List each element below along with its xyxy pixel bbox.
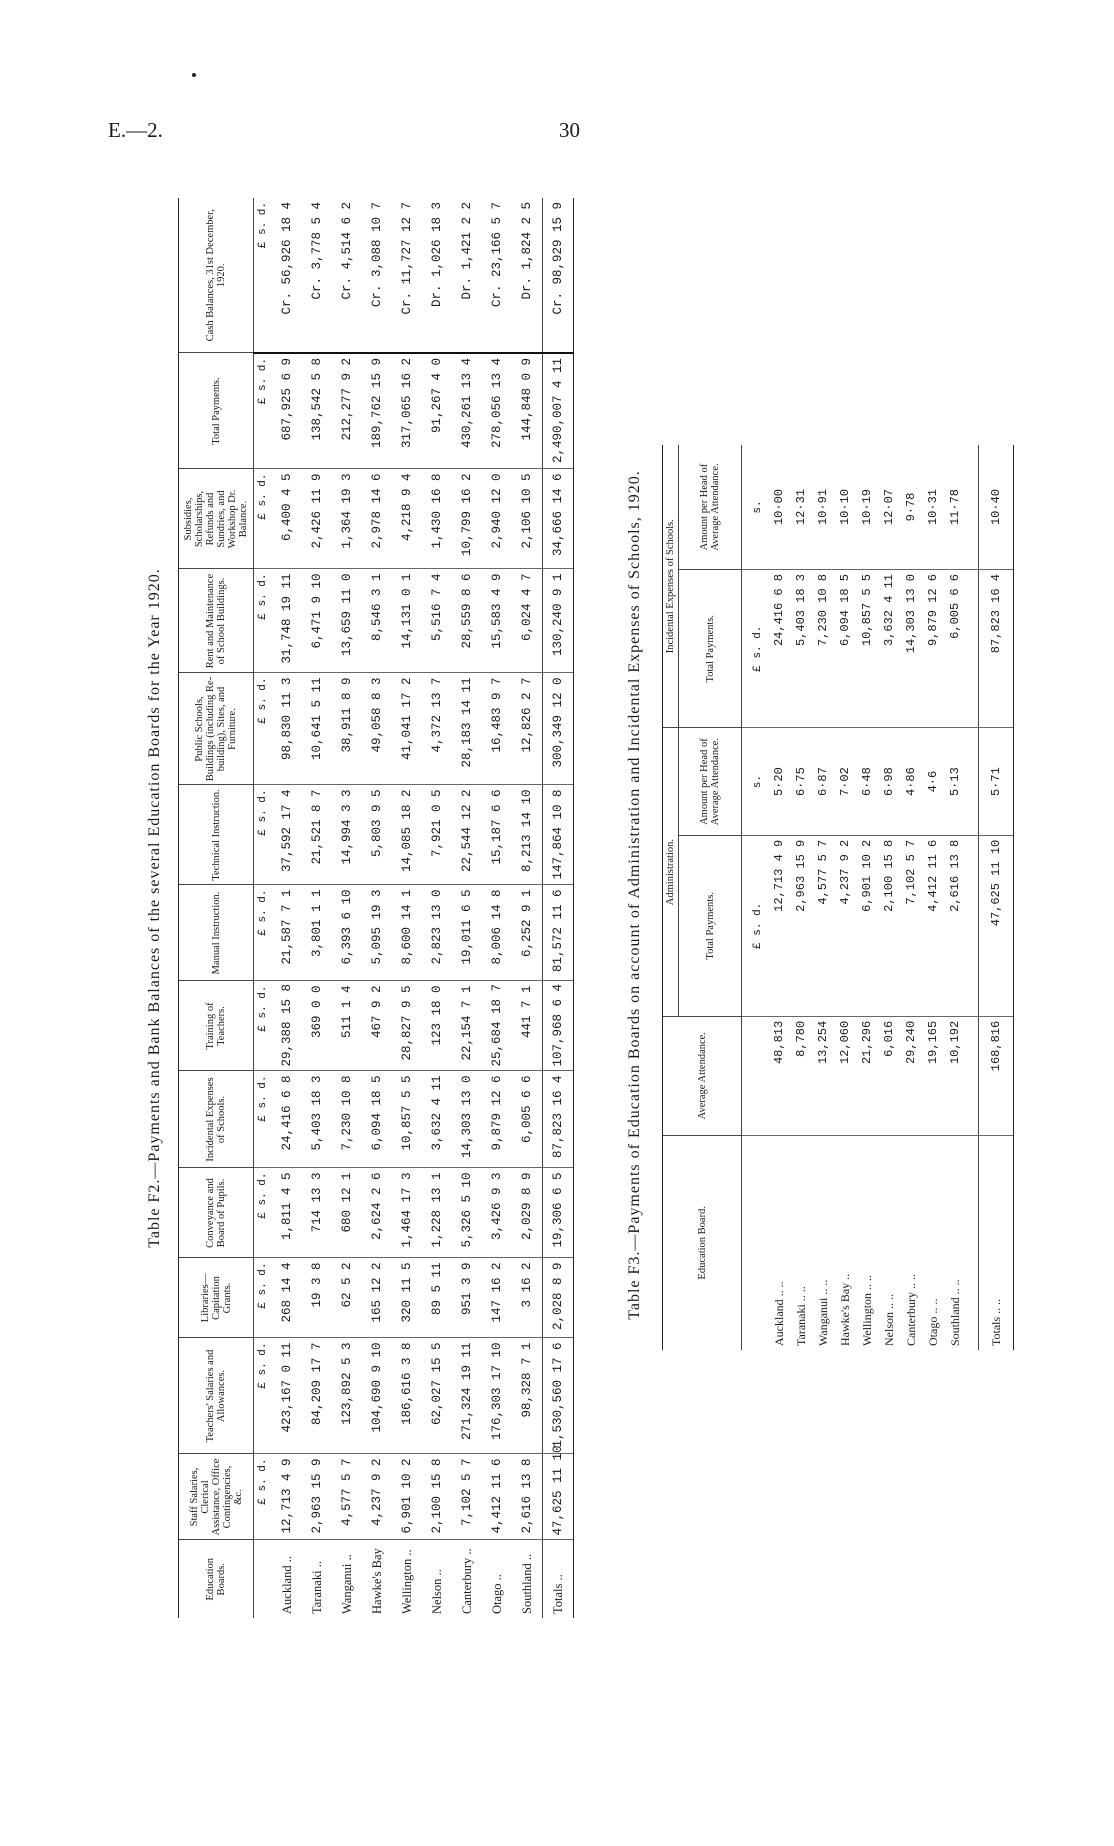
attendance-cell: 48,813 (768, 1016, 790, 1135)
amount-cell: 300,349 12 0 (543, 673, 574, 785)
table-f2-grid (178, 198, 574, 1618)
amount-cell: 3,801 1 1 (302, 885, 332, 981)
amount-cell: 2,426 11 9 (302, 469, 332, 569)
head1-cell: 6·75 (790, 728, 812, 835)
amount-cell: 4,237 9 2 (362, 1454, 392, 1540)
total2-cell: 6,094 18 5 (834, 570, 856, 728)
head2-cell: 10·19 (856, 445, 878, 570)
amount-cell: 19,306 6 5 (543, 1168, 574, 1258)
head1-cell: 6·48 (856, 728, 878, 835)
units-row (254, 198, 273, 1618)
amount-cell: 511 1 4 (332, 981, 362, 1071)
attendance-cell: 8,780 (790, 1016, 812, 1135)
total2-cell: 5,403 18 3 (790, 570, 812, 728)
amount-cell: 423,167 0 11 (272, 1338, 302, 1454)
table-row (790, 445, 812, 1350)
amount-cell: 951 3 9 (452, 1258, 482, 1338)
col-header-board: Education Board. (663, 1135, 742, 1350)
table-row (332, 198, 362, 1618)
total1-cell: 47,625 11 10 (979, 835, 1014, 1016)
board-name-cell (254, 1540, 273, 1618)
total1-cell: 4,412 11 6 (922, 835, 944, 1016)
amount-cell: 7,230 10 8 (332, 1071, 362, 1168)
amount-cell: 2,978 14 6 (362, 469, 392, 569)
amount-cell: 28,827 9 5 (392, 981, 422, 1071)
amount-cell: 268 14 4 (272, 1258, 302, 1338)
attendance-cell: 6,016 (878, 1016, 900, 1135)
total2-cell: 9,879 12 6 (922, 570, 944, 728)
amount-cell: 14,131 0 1 (392, 569, 422, 673)
amount-cell: 13,659 11 0 (332, 569, 362, 673)
amount-cell: 2,963 15 9 (302, 1454, 332, 1540)
col-header-total-incidental: Total Payments. (679, 570, 742, 728)
amount-cell: 6,094 18 5 (362, 1071, 392, 1168)
col-header-head-admin: Amount per Head of Average Attendance. (679, 728, 742, 835)
amount-cell: £ s. d. (254, 673, 273, 785)
amount-cell: 317,065 16 2 (392, 353, 422, 469)
amount-cell: 5,516 7 4 (422, 569, 452, 673)
amount-cell: 3 16 2 (512, 1258, 543, 1338)
total1-cell: 2,100 15 8 (878, 835, 900, 1016)
amount-cell: 12,826 2 7 (512, 673, 543, 785)
amount-cell: 5,326 5 10 (452, 1168, 482, 1258)
table-row (512, 198, 543, 1618)
amount-cell: £ s. d. (254, 1454, 273, 1540)
total2-cell: 3,632 4 11 (878, 570, 900, 728)
board-name-cell: Taranaki .. .. (793, 1286, 808, 1346)
amount-cell: 189,762 15 9 (362, 353, 392, 469)
table-f2 (146, 198, 616, 1618)
amount-cell: 320 11 5 (392, 1258, 422, 1338)
amount-cell: 22,544 12 2 (452, 785, 482, 885)
amount-cell: 2,940 12 0 (482, 469, 512, 569)
board-name-cell: Canterbury .. (459, 1548, 474, 1614)
board-name-cell: Wanganui .. .. (815, 1279, 830, 1346)
page-reference: E.—2. (108, 118, 163, 142)
head1-cell: 6·87 (812, 728, 834, 835)
amount-cell: £ s. d. (254, 1338, 273, 1454)
amount-cell: Cr. 56,926 18 4 (272, 198, 302, 353)
head2-cell: 12·31 (790, 445, 812, 570)
amount-cell: 123 18 0 (422, 981, 452, 1071)
amount-cell: £ s. d. (254, 469, 273, 569)
unit-label: s. (742, 728, 769, 835)
totals-row (543, 198, 574, 1618)
amount-cell: 19 3 8 (302, 1258, 332, 1338)
head1-cell: 5·71 (979, 728, 1014, 835)
col-header: Teachers' Salaries and Allowances. (179, 1338, 254, 1454)
amount-cell: 176,303 17 10 (482, 1338, 512, 1454)
amount-cell: 5,403 18 3 (302, 1071, 332, 1168)
amount-cell: 1,811 4 5 (272, 1168, 302, 1258)
head2-cell: 10·10 (834, 445, 856, 570)
amount-cell: 28,183 14 11 (452, 673, 482, 785)
board-name-cell: Hawke's Bay .. (837, 1273, 852, 1346)
amount-cell: 2,490,007 4 11 (543, 353, 574, 469)
attendance-cell: 21,296 (856, 1016, 878, 1135)
amount-cell: 12,713 4 9 (272, 1454, 302, 1540)
amount-cell: 1,464 17 3 (392, 1168, 422, 1258)
table-f2-header-row (179, 198, 254, 1618)
board-name-cell: Wanganui .. (339, 1554, 354, 1614)
amount-cell: 22,154 7 1 (452, 981, 482, 1071)
amount-cell: 14,994 3 3 (332, 785, 362, 885)
spacer-row (966, 445, 979, 1350)
amount-cell: 6,005 6 6 (512, 1071, 543, 1168)
amount-cell: 9,879 12 6 (482, 1071, 512, 1168)
amount-cell: 47,625 11 10 (543, 1454, 574, 1540)
amount-cell: 98,328 7 1 (512, 1338, 543, 1454)
amount-cell: 1,530,560 17 6 (543, 1338, 574, 1454)
amount-cell: £ s. d. (254, 1071, 273, 1168)
amount-cell: 6,901 10 2 (392, 1454, 422, 1540)
table-row (900, 445, 922, 1350)
amount-cell: 8,546 3 1 (362, 569, 392, 673)
table-f3 (626, 355, 1003, 1435)
board-name-cell: Otago .. (489, 1574, 504, 1614)
col-header: Rent and Maintenance of School Buildings. (179, 569, 254, 673)
amount-cell: 107,968 6 4 (543, 981, 574, 1071)
total1-cell: 2,963 15 9 (790, 835, 812, 1016)
amount-cell: 98,830 11 3 (272, 673, 302, 785)
amount-cell: 37,592 17 4 (272, 785, 302, 885)
col-header: Conveyance and Board of Pupils. (179, 1168, 254, 1258)
amount-cell: 138,542 5 8 (302, 353, 332, 469)
amount-cell: 15,187 6 6 (482, 785, 512, 885)
table-row (302, 198, 332, 1618)
head2-cell: 9·78 (900, 445, 922, 570)
amount-cell: 10,799 16 2 (452, 469, 482, 569)
amount-cell: Cr. 98,929 15 9 (543, 198, 574, 353)
table-row (812, 445, 834, 1350)
amount-cell: £ s. d. (254, 353, 273, 469)
table-f3-region (626, 355, 1003, 1435)
amount-cell: 2,100 15 8 (422, 1454, 452, 1540)
table-row (944, 445, 966, 1350)
board-name-cell: Auckland .. (279, 1556, 294, 1614)
table-row (878, 445, 900, 1350)
amount-cell: 2,106 10 5 (512, 469, 543, 569)
attendance-cell: 10,192 (944, 1016, 966, 1135)
table-row (422, 198, 452, 1618)
unit-label: s. (742, 445, 769, 570)
board-name-cell: Canterbury .. .. (903, 1274, 918, 1346)
table-f3-grid (662, 445, 1014, 1350)
col-header: Public Schools, Buildings (including Re-building), Sites, and Furniture. (179, 673, 254, 785)
amount-cell: 4,412 11 6 (482, 1454, 512, 1540)
amount-cell: 4,218 9 4 (392, 469, 422, 569)
amount-cell: 369 0 0 (302, 981, 332, 1071)
group-header-administration: Administration. (663, 728, 679, 1016)
head2-cell: 10·40 (979, 445, 1014, 570)
amount-cell: 2,624 2 6 (362, 1168, 392, 1258)
amount-cell: 7,102 5 7 (452, 1454, 482, 1540)
head2-cell: 10·00 (768, 445, 790, 570)
amount-cell: Cr. 3,778 5 4 (302, 198, 332, 353)
head2-cell: 12·07 (878, 445, 900, 570)
amount-cell: 278,056 13 4 (482, 353, 512, 469)
board-name-cell: Totals .. .. (979, 1135, 1014, 1350)
head1-cell: 5·13 (944, 728, 966, 835)
table-row (768, 445, 790, 1350)
amount-cell: 10,857 5 5 (392, 1071, 422, 1168)
amount-cell: 2,616 13 8 (512, 1454, 543, 1540)
amount-cell: 49,058 8 3 (362, 673, 392, 785)
page-number: 30 (559, 118, 580, 142)
amount-cell: 4,372 13 7 (422, 673, 452, 785)
amount-cell: 144,848 0 9 (512, 353, 543, 469)
amount-cell: £ s. d. (254, 569, 273, 673)
total2-cell: 14,303 13 0 (900, 570, 922, 728)
col-header: Total Payments. (179, 353, 254, 469)
amount-cell: 2,823 13 0 (422, 885, 452, 981)
amount-cell: 271,324 19 11 (452, 1338, 482, 1454)
table-row (482, 198, 512, 1618)
amount-cell: Cr. 3,088 10 7 (362, 198, 392, 353)
board-name-cell: Southland .. (519, 1553, 534, 1614)
table-row (272, 198, 302, 1618)
amount-cell: 147,864 10 8 (543, 785, 574, 885)
amount-cell: 31,748 19 11 (272, 569, 302, 673)
amount-cell: Cr. 4,514 6 2 (332, 198, 362, 353)
amount-cell: 1,430 16 8 (422, 469, 452, 569)
amount-cell: 21,587 7 1 (272, 885, 302, 981)
amount-cell: 430,261 13 4 (452, 353, 482, 469)
col-header: Education Boards. (179, 1540, 254, 1618)
total2-cell: 24,416 6 8 (768, 570, 790, 728)
head1-cell: 5·20 (768, 728, 790, 835)
amount-cell: 91,267 4 0 (422, 353, 452, 469)
amount-cell: £ s. d. (254, 198, 273, 353)
amount-cell: 34,666 14 6 (543, 469, 574, 569)
table-row (452, 198, 482, 1618)
units-row (742, 445, 769, 1350)
col-header-attendance: Average Attendance. (663, 1016, 742, 1135)
head2-cell: 11·78 (944, 445, 966, 570)
head1-cell: 6·98 (878, 728, 900, 835)
col-header: Incidental Expenses of Schools. (179, 1071, 254, 1168)
head1-cell: 7·02 (834, 728, 856, 835)
amount-cell: 6,024 4 7 (512, 569, 543, 673)
head1-cell: 4·6 (922, 728, 944, 835)
attendance-cell: 12,060 (834, 1016, 856, 1135)
amount-cell: £ s. d. (254, 1258, 273, 1338)
amount-cell: 3,426 9 3 (482, 1168, 512, 1258)
stray-mark (192, 73, 196, 77)
amount-cell: 1,364 19 3 (332, 469, 362, 569)
amount-cell: 467 9 2 (362, 981, 392, 1071)
amount-cell: 29,388 15 8 (272, 981, 302, 1071)
amount-cell: 5,803 9 5 (362, 785, 392, 885)
attendance-cell: 168,816 (979, 1016, 1014, 1135)
table-row (922, 445, 944, 1350)
col-header: Cash Balances, 31st December, 1920. (179, 198, 254, 353)
col-header: Technical Instruction. (179, 785, 254, 885)
amount-cell: 714 13 3 (302, 1168, 332, 1258)
head2-cell: 10·31 (922, 445, 944, 570)
table-row (362, 198, 392, 1618)
amount-cell: 21,521 8 7 (302, 785, 332, 885)
amount-cell: 19,011 6 5 (452, 885, 482, 981)
amount-cell: 123,892 5 3 (332, 1338, 362, 1454)
table-row (834, 445, 856, 1350)
amount-cell: Cr. 23,166 5 7 (482, 198, 512, 353)
unit-label: £ s. d. (742, 835, 769, 1016)
amount-cell: 6,393 6 10 (332, 885, 362, 981)
amount-cell: 680 12 1 (332, 1168, 362, 1258)
amount-cell: 62,027 15 5 (422, 1338, 452, 1454)
amount-cell: 186,616 3 8 (392, 1338, 422, 1454)
amount-cell: 212,277 9 2 (332, 353, 362, 469)
head2-cell: 10·91 (812, 445, 834, 570)
total2-cell: 10,857 5 5 (856, 570, 878, 728)
col-header-head-incidental: Amount per Head of Average Attendance. (679, 445, 742, 570)
amount-cell: Dr. 1,824 2 5 (512, 198, 543, 353)
col-header: Manual Instruction. (179, 885, 254, 981)
total1-cell: 6,901 10 2 (856, 835, 878, 1016)
board-name-cell: Taranaki .. (309, 1561, 324, 1614)
amount-cell: 10,641 5 11 (302, 673, 332, 785)
total2-cell: 7,230 10 8 (812, 570, 834, 728)
amount-cell: £ s. d. (254, 981, 273, 1071)
amount-cell: 3,632 4 11 (422, 1071, 452, 1168)
amount-cell: £ s. d. (254, 1168, 273, 1258)
unit-label: £ s. d. (742, 570, 769, 728)
amount-cell: £ s. d. (254, 885, 273, 981)
board-name-cell: Totals .. (543, 1540, 574, 1618)
total1-cell: 2,616 13 8 (944, 835, 966, 1016)
amount-cell: 41,041 17 2 (392, 673, 422, 785)
col-header-total-admin: Total Payments. (679, 835, 742, 1016)
amount-cell: 38,911 8 9 (332, 673, 362, 785)
amount-cell: 2,029 8 9 (512, 1168, 543, 1258)
amount-cell: 6,400 4 5 (272, 469, 302, 569)
amount-cell: 4,577 5 7 (332, 1454, 362, 1540)
amount-cell: 6,471 9 10 (302, 569, 332, 673)
table-row (856, 445, 878, 1350)
col-header: Staff Salaries, Clerical Assistance, Office Contingencies, &c. (179, 1454, 254, 1540)
board-name-cell: Auckland .. .. (771, 1281, 786, 1346)
board-name-cell: Wellington .. (399, 1549, 414, 1614)
board-name-cell: Southland .. .. (947, 1279, 962, 1346)
total1-cell: 12,713 4 9 (768, 835, 790, 1016)
table-f2-region (146, 198, 616, 1618)
board-name-cell: Hawke's Bay (369, 1548, 384, 1614)
amount-cell: 14,085 18 2 (392, 785, 422, 885)
amount-cell: 25,684 18 7 (482, 981, 512, 1071)
amount-cell: 104,690 9 10 (362, 1338, 392, 1454)
total1-cell: 7,102 5 7 (900, 835, 922, 1016)
table-row (392, 198, 422, 1618)
amount-cell: 5,095 19 3 (362, 885, 392, 981)
col-header: Libraries—Capitation Grants. (179, 1258, 254, 1338)
amount-cell: 84,209 17 7 (302, 1338, 332, 1454)
col-header: Training of Teachers. (179, 981, 254, 1071)
amount-cell: 8,600 14 1 (392, 885, 422, 981)
amount-cell: 6,252 9 1 (512, 885, 543, 981)
group-header-incidental: Incidental Expenses of Schools. (663, 445, 679, 728)
col-header: Subsidies, Scholarships, Refunds and Sundries, and Workshop Dr. Balance. (179, 469, 254, 569)
attendance-cell: 19,165 (922, 1016, 944, 1135)
total2-cell: 87,823 16 4 (979, 570, 1014, 728)
amount-cell: 165 12 2 (362, 1258, 392, 1338)
amount-cell: 2,028 8 9 (543, 1258, 574, 1338)
amount-cell: 81,572 11 6 (543, 885, 574, 981)
amount-cell: 16,483 9 7 (482, 673, 512, 785)
amount-cell: 147 16 2 (482, 1258, 512, 1338)
amount-cell: 28,559 8 6 (452, 569, 482, 673)
amount-cell: £ s. d. (254, 785, 273, 885)
table-f2-title: Table F2.—Payments and Bank Balances of the several Education Boards for the Year 1920. (146, 568, 163, 1248)
amount-cell: Dr. 1,421 2 2 (452, 198, 482, 353)
amount-cell: Cr. 11,727 12 7 (392, 198, 422, 353)
amount-cell: 14,303 13 0 (452, 1071, 482, 1168)
table-f3-group-row (663, 445, 679, 1350)
amount-cell: 441 7 1 (512, 981, 543, 1071)
board-name-cell: Otago .. .. (925, 1298, 940, 1346)
total1-cell: 4,237 9 2 (834, 835, 856, 1016)
amount-cell: 8,213 14 10 (512, 785, 543, 885)
amount-cell: 8,006 14 8 (482, 885, 512, 981)
board-name-cell: Nelson .. .. (881, 1294, 896, 1346)
table-f3-title: Table F3.—Payments of Education Boards on account of Administration and Incidental Expenses of Schools, 1920. (626, 470, 643, 1320)
board-name-cell: Nelson .. (429, 1569, 444, 1614)
amount-cell: 687,925 6 9 (272, 353, 302, 469)
total2-cell: 6,005 6 6 (944, 570, 966, 728)
amount-cell: 24,416 6 8 (272, 1071, 302, 1168)
totals-row (979, 445, 1014, 1350)
amount-cell: 89 5 11 (422, 1258, 452, 1338)
amount-cell: 1,228 13 1 (422, 1168, 452, 1258)
total1-cell: 4,577 5 7 (812, 835, 834, 1016)
amount-cell: 130,240 9 1 (543, 569, 574, 673)
attendance-cell: 13,254 (812, 1016, 834, 1135)
head1-cell: 4·86 (900, 728, 922, 835)
amount-cell: 7,921 0 5 (422, 785, 452, 885)
amount-cell: 87,823 16 4 (543, 1071, 574, 1168)
amount-cell: 15,583 4 9 (482, 569, 512, 673)
amount-cell: 62 5 2 (332, 1258, 362, 1338)
amount-cell: Dr. 1,026 18 3 (422, 198, 452, 353)
attendance-cell: 29,240 (900, 1016, 922, 1135)
board-name-cell: Wellington .. .. (859, 1274, 874, 1346)
